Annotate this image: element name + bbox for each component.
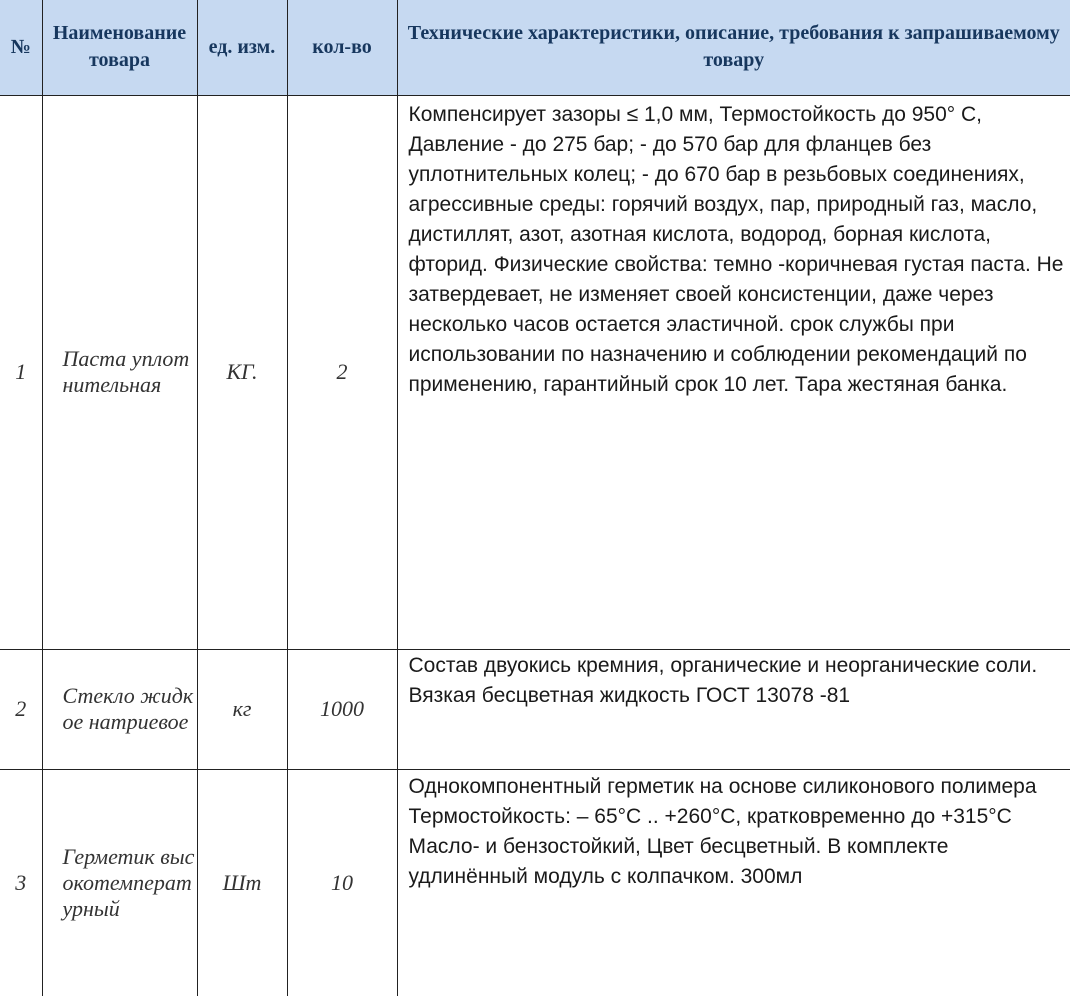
- row-desc: Компенсирует зазоры ≤ 1,0 мм, Термостойкость до 950° С, Давление - до 275 бар; - до 570 бар для фланцев без уплотнительных колец; - до 670 бар в резьбовых соединениях, агрессивные среды: горячий воздух, пар, природный газ, масло, дистиллят, азот, азотная кислота, водород, борная кислота, фторид. Физические свойства: темно -коричневая густая паста. Не затвердевает, не изменяет своей консистенции, даже через несколько часов остается эластичной. срок службы при использовании по назначению и соблюдении рекомендаций по применению, гарантийный срок 10 лет. Тара жестяная банка.: [397, 95, 1070, 649]
- header-unit: ед. изм.: [197, 0, 287, 95]
- row-unit: Шт: [197, 769, 287, 996]
- row-desc: Состав двуокись кремния, органические и неорганические соли. Вязкая бесцветная жидкость ГОСТ 13078 -81: [397, 649, 1070, 769]
- row-num: 3: [0, 769, 42, 996]
- header-name: Наименование товара: [42, 0, 197, 95]
- row-name: Стекло жидкое натриевое: [42, 649, 197, 769]
- table-header: [0, 0, 1070, 95]
- row-num: 2: [0, 649, 42, 769]
- row-unit: КГ.: [197, 95, 287, 649]
- row-num: 1: [0, 95, 42, 649]
- header-desc: Технические характеристики, описание, требования к запрашиваемому товару: [397, 0, 1070, 95]
- row-unit: кг: [197, 649, 287, 769]
- row-qty: 1000: [287, 649, 397, 769]
- table-row: [0, 769, 1070, 996]
- header-qty: кол-во: [287, 0, 397, 95]
- table-row: [0, 649, 1070, 769]
- table-body: [0, 95, 1070, 996]
- table-row: [0, 95, 1070, 649]
- header-row: [0, 0, 1070, 95]
- row-qty: 10: [287, 769, 397, 996]
- row-qty: 2: [287, 95, 397, 649]
- row-desc: Однокомпонентный герметик на основе силиконового полимера Термостойкость: – 65°С .. +260°С, кратковременно до +315°С Масло- и бензостойкий, Цвет бесцветный. В комплекте удлинённый модуль с колпачком. 300мл: [397, 769, 1070, 996]
- row-name: Паста уплотнительная: [42, 95, 197, 649]
- row-name: Герметик высокотемпературный: [42, 769, 197, 996]
- header-num: №: [0, 0, 42, 95]
